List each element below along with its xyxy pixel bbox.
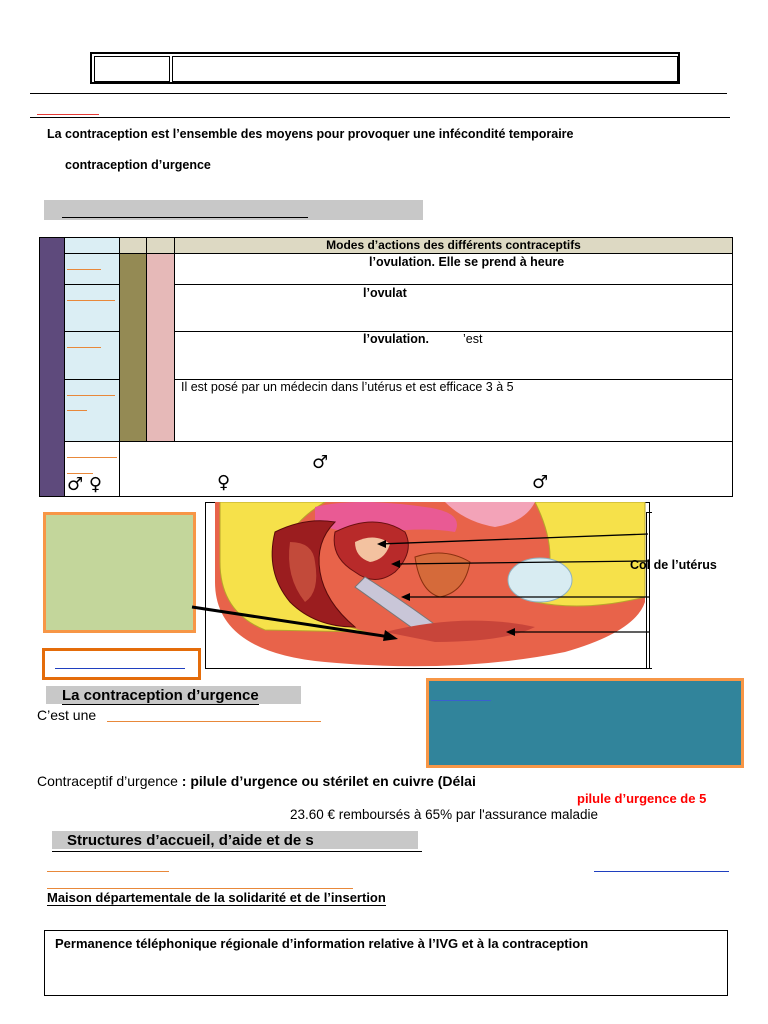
row-4-blank-a: [67, 386, 115, 396]
contraceptif-bold: : pilule d’urgence ou stérilet en cuivre (Délai: [181, 773, 476, 789]
cest-une-blank: [107, 712, 321, 722]
row-3-blank: [67, 338, 101, 348]
header-box: [90, 52, 680, 84]
male-icon-1: ♂: [312, 451, 329, 473]
pink-column: [147, 254, 175, 442]
row-5-blank-b: [67, 464, 93, 474]
female-icon-1: ♀: [217, 471, 231, 493]
anatomy-diagram: [205, 502, 650, 670]
pointer-arrow: [190, 602, 410, 642]
definition-text: La contraception est l’ensemble des moyens pour provoquer une infécondité temporaire: [47, 127, 574, 141]
contraceptif-line: [37, 773, 476, 789]
col-uterus-label: Col de l’utérus: [630, 558, 717, 572]
urgence-line: contraception d’urgence: [65, 158, 211, 172]
maison-text: Maison départementale de la solidarité et de l’insertion: [47, 890, 386, 905]
diagram-bracket: [646, 512, 652, 669]
table-header: [175, 238, 733, 254]
row-1-blank: [67, 260, 101, 270]
row-4-text: Il est posé par un médecin dans l’utérus et est efficace 3 à 5: [181, 379, 514, 394]
green-label-box: [43, 512, 196, 633]
header-box-right-cell: [172, 56, 678, 82]
header-cell-2: [120, 238, 147, 254]
row-3-extra: ’est: [463, 332, 483, 347]
structures-blue-blank: [594, 862, 729, 872]
row-5-label: [65, 441, 120, 496]
table-row-last: [120, 441, 733, 496]
row-2-text: l’ovulat: [363, 286, 407, 301]
header-rule-2: [30, 117, 730, 118]
header-rule: [30, 93, 727, 94]
urgence-title: La contraception d’urgence: [62, 687, 259, 704]
contraceptif-prefix: Contraceptif d’urgence: [37, 773, 178, 789]
gray-section-bar: [44, 200, 423, 220]
header-box-left-cell: [94, 56, 170, 82]
structures-title: Structures d’accueil, d’aide et de s: [67, 832, 314, 849]
blue-blank: [55, 659, 185, 669]
header-cell-3: [147, 238, 175, 254]
row-3-text: l’ovulation.: [363, 332, 429, 347]
purple-column: [40, 238, 65, 497]
teal-info-box: [426, 678, 744, 768]
header-cell-1: [65, 238, 120, 254]
row-5-blank-a: [67, 448, 117, 458]
row-1-text: l’ovulation. Elle se prend à heure: [369, 255, 565, 270]
table-row: [175, 254, 733, 285]
permanence-box: [44, 930, 728, 996]
anatomy-illustration: [205, 502, 650, 670]
row-2-blank: [67, 291, 115, 301]
table-row: [175, 332, 733, 379]
male-female-icon: ♂ ♀: [67, 473, 103, 495]
price-text: 23.60 € remboursés à 65% par l'assurance maladie: [290, 807, 599, 822]
table-header-text: Modes d’actions des différents contraceptifs: [326, 238, 581, 252]
row-1-label: [65, 254, 120, 285]
modes-table: [39, 237, 733, 497]
row-3-label: [65, 332, 120, 379]
orange-outline-box: [42, 648, 201, 680]
pilule-red-text: pilule d’urgence de 5: [577, 791, 707, 806]
cest-une-text: C’est une: [37, 707, 97, 723]
teal-box-blank: [431, 691, 491, 701]
table-row: [175, 285, 733, 332]
row-2-label: [65, 285, 120, 332]
row-4-label: [65, 379, 120, 441]
structures-blank-1: [47, 862, 169, 872]
table-row: [175, 379, 733, 441]
olive-column: [120, 254, 147, 442]
red-blank: [37, 105, 99, 115]
structures-blank-2: [47, 879, 353, 889]
row-4-blank-b: [67, 401, 87, 411]
permanence-text: Permanence téléphonique régionale d’information relative à l’IVG et à la contraception: [55, 936, 589, 951]
section-blank: [62, 208, 308, 218]
male-icon-2: ♂: [532, 471, 549, 493]
